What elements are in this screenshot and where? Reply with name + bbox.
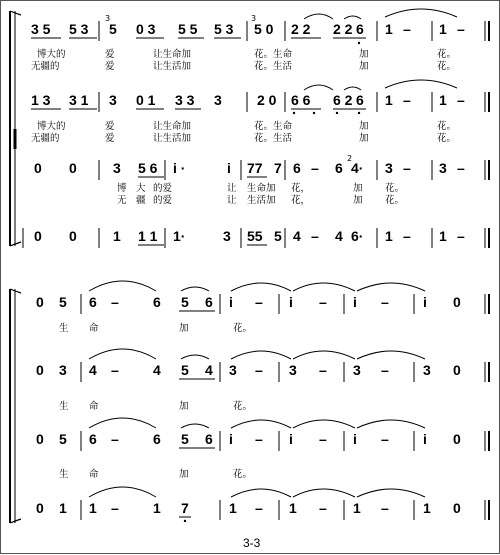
note: 4 [153,362,161,378]
lyric: 爱 [105,61,115,72]
lyric: 疆 [136,195,146,206]
note: i [289,431,293,447]
note: 3 5 [31,21,51,37]
note: 3 [113,160,121,176]
note: 5 [59,431,67,447]
note: i [423,431,427,447]
note: 6 6 [291,92,311,108]
note: 0 [453,294,461,310]
system-2 [10,281,489,523]
note: 1 1 [138,228,158,244]
lyric: 爱 [105,49,115,60]
dash: – [381,431,389,447]
staff-1-4 [23,228,489,248]
lyric: 花。 [437,121,457,132]
note: 0 [36,362,44,378]
staff-2-3 [36,418,489,480]
dash: – [255,362,263,378]
note: 7 [181,500,189,516]
lyric-line-1: 博大的 [37,49,66,60]
note: 5 6 [138,160,158,176]
note: 3 [289,362,297,378]
note: i [353,431,357,447]
note: 1 [113,228,121,244]
lyric: 生 [59,401,69,412]
lyric: 无疆的 [31,133,60,144]
note: i [229,294,233,310]
note: 5 [274,228,282,244]
note: 1 [153,500,161,516]
note: 0 [69,160,77,176]
note: 6 2 [333,92,353,108]
note: 1 [89,500,97,516]
note: 6 [153,294,161,310]
lyric: 花。 [437,49,457,60]
lyric: 让生活加 [153,61,192,72]
dash: – [403,228,411,244]
note: 0 [453,431,461,447]
staff-1-1 [31,9,489,72]
page-number: 3-3 [243,536,261,550]
note: 5 3 [69,21,89,37]
lyric: 让生命加 [153,49,192,60]
note: 5 [109,21,117,37]
note: 5 5 [178,21,198,37]
note: 6 [205,294,213,310]
system-1 [10,9,489,248]
lyric: 生活加 [247,195,276,206]
dash: – [403,21,411,37]
note: 3 [439,160,447,176]
note: 1 [385,228,393,244]
svg-text:3: 3 [105,14,111,23]
note: 1 [385,92,393,108]
lyric: 博 [117,183,127,194]
dash: – [255,500,263,516]
lyric: 花。 [233,401,253,412]
lyric: 的爱 [153,195,173,206]
dash: – [255,294,263,310]
lyric: 加 [359,49,369,60]
dash: – [381,500,389,516]
dash: – [319,500,327,516]
dash: – [319,362,327,378]
dash: – [457,21,465,37]
note: 6 [205,431,213,447]
dash: – [111,431,119,447]
lyric: 生 [59,469,69,480]
dash: – [403,160,411,176]
lyric: 让生命加 [153,121,192,132]
note: 0 [453,362,461,378]
numbered-music-score [1,1,500,555]
lyric: 大 [136,183,146,194]
note: i [423,294,427,310]
lyric: 花。生活 [254,61,293,72]
dash: – [111,362,119,378]
lyric: 加 [353,183,363,194]
note: 6 [356,92,364,108]
note: 4 [293,228,301,244]
lyric: 博大的 [37,121,66,132]
note: 5 [181,362,189,378]
note: i [353,294,357,310]
dash: – [311,160,319,176]
lyric: 命 [89,323,99,334]
lyric: 无 [117,195,127,206]
note: 0 [34,160,42,176]
staff-2-2 [36,349,489,412]
note: 6· [351,228,364,244]
dash: – [255,431,263,447]
note: 1 3 [31,92,51,108]
note: 0 [34,228,42,244]
lyric: 生 [59,323,69,334]
lyric: 花。 [437,133,457,144]
note: 1 [439,228,447,244]
note: 3 [59,362,67,378]
note: 5 [181,431,189,447]
svg-text:3: 3 [251,14,257,23]
dash: – [111,500,119,516]
note: 5 0 [254,21,274,37]
note: 0 1 [136,92,156,108]
note: 3 [423,362,431,378]
lyric: 花， [291,183,311,194]
lyric: 命 [89,401,99,412]
note: 55 [247,228,263,244]
note: 4 [335,228,343,244]
note: 77 [247,160,263,176]
lyric: 加 [359,133,369,144]
note: 1 [423,500,431,516]
dash: – [457,160,465,176]
svg-text:2: 2 [347,154,353,163]
lyric: 爱 [105,133,115,144]
note: 3 [229,362,237,378]
dash: – [319,294,327,310]
note: 0 [36,431,44,447]
note: 3 [109,92,117,108]
staff-2-4 [36,487,489,522]
lyric: 加 [359,61,369,72]
dash: – [311,228,319,244]
note: 6 [89,294,97,310]
lyric: 花。 [233,469,253,480]
note: 3 1 [69,92,89,108]
note: 1 [439,21,447,37]
lyric: 让 [227,195,237,206]
note: 2 0 [257,92,277,108]
lyric: 花。生命 [254,121,293,132]
note: 0 [69,228,77,244]
dash: – [319,431,327,447]
lyric: 让生活加 [153,133,192,144]
lyric: 花。生活 [254,133,293,144]
lyric: 加 [179,401,189,412]
note: 1 [353,500,361,516]
note: 4 [205,362,213,378]
lyric: 花。 [233,323,253,334]
note: 4· [351,160,364,176]
note: 3 [214,92,222,108]
lyric: 加 [359,121,369,132]
lyric: 让 [227,183,237,194]
note: i [229,431,233,447]
dash: – [111,294,119,310]
note: 0 [36,500,44,516]
lyric-line-2: 无疆的 [31,61,60,72]
note: 5 3 [214,21,234,37]
note: 6 [356,21,364,37]
dash: – [457,92,465,108]
note: 1 [439,92,447,108]
note: 3 3 [175,92,195,108]
note: 3 [223,228,231,244]
dash: – [403,92,411,108]
lyric: 花。 [385,195,405,206]
note: 1 [229,500,237,516]
staff-1-2 [31,80,489,144]
note: i · [173,160,186,176]
note: 1· [173,228,186,244]
dash: – [457,228,465,244]
note: 6 [335,160,343,176]
note: 6 [89,431,97,447]
note: 2 2 [333,21,353,37]
lyric: 的爱 [153,183,173,194]
dash: – [381,294,389,310]
staff-2-1 [36,281,489,334]
note: 6 [293,160,301,176]
note: 1 [289,500,297,516]
staff-1-3 [34,154,489,206]
lyric: 花。生命 [254,49,293,60]
note: 0 [36,294,44,310]
note: 0 3 [136,21,156,37]
lyric: 爱 [105,121,115,132]
lyric: 加 [179,323,189,334]
note: 6 [153,431,161,447]
lyric: 加 [353,195,363,206]
note: 5 [181,294,189,310]
note: 4 [89,362,97,378]
note: 1 [59,500,67,516]
note: 1 [385,21,393,37]
note: 3 [385,160,393,176]
note: 2 2 [291,21,311,37]
note: 0 [453,500,461,516]
note: i [227,160,231,176]
note: 5 [59,294,67,310]
dash: – [381,362,389,378]
lyric: 命 [89,469,99,480]
note: 7 [274,160,282,176]
note: 3 [353,362,361,378]
lyric: 花， [291,195,311,206]
lyric: 花。 [437,61,457,72]
lyric: 生命加 [247,183,276,194]
lyric: 加 [179,469,189,480]
note: i [289,294,293,310]
lyric: 花。 [385,183,405,194]
